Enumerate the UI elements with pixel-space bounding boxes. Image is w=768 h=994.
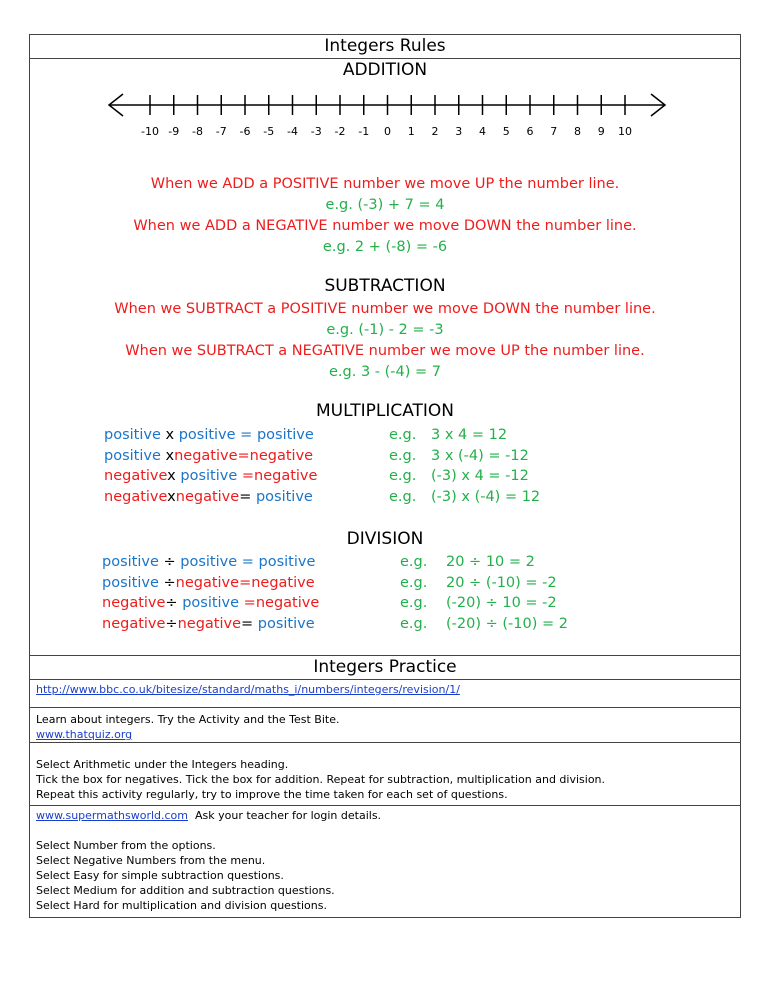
number-line-label: 3 xyxy=(455,125,463,138)
division-examples xyxy=(400,552,568,634)
multiplication-example-row: e.g. (-3) x (-4) = 12 xyxy=(389,488,541,505)
instruction-line: Repeat this activity regularly, try to improve the time taken for each set of questions. xyxy=(36,788,508,801)
addition-rule-negative: When we ADD a NEGATIVE number we move DOWN the number line. xyxy=(133,218,637,234)
instruction-line: Select Arithmetic under the Integers heading. xyxy=(36,758,289,771)
addition-heading: ADDITION xyxy=(342,60,428,80)
thatquiz-instructions xyxy=(36,757,605,802)
supermathsworld-link[interactable]: www.supermathsworld.com xyxy=(36,809,189,822)
number-line-label: -10 xyxy=(141,125,159,138)
addition-example-positive: e.g. (-3) + 7 = 4 xyxy=(325,197,445,213)
thatquiz-section xyxy=(36,727,132,742)
division-rule-row: negative÷negative= positive xyxy=(102,615,315,632)
number-line-label: -7 xyxy=(215,125,227,138)
subtraction-rule-negative: When we SUBTRACT a NEGATIVE number we move UP the number line. xyxy=(125,343,645,359)
subtraction-example-negative: e.g. 3 - (-4) = 7 xyxy=(329,364,441,380)
instruction-line: Tick the box for negatives. Tick the box for addition. Repeat for subtraction, multiplication and division. xyxy=(36,773,606,786)
number-line-label: 5 xyxy=(502,125,510,138)
number-line-label: 8 xyxy=(574,125,581,138)
addition-example-negative: e.g. 2 + (-8) = -6 xyxy=(322,239,448,255)
subtraction-example-positive: e.g. (-1) - 2 = -3 xyxy=(326,322,444,338)
multiplication-example-row: e.g. 3 x (-4) = -12 xyxy=(389,447,529,464)
divider xyxy=(30,805,740,806)
division-example-row: e.g. (-20) ÷ 10 = -2 xyxy=(400,595,557,611)
number-line-label: -8 xyxy=(192,125,203,138)
number-line-label: -9 xyxy=(168,125,180,138)
addition-rule-positive: When we ADD a POSITIVE number we move UP the number line. xyxy=(150,176,620,192)
division-rule-row: positive ÷negative=negative xyxy=(102,574,315,591)
division-heading: DIVISION xyxy=(346,529,424,549)
number-line-label: -5 xyxy=(263,125,275,138)
number-line-label: 9 xyxy=(597,125,605,138)
number-line-label: 10 xyxy=(618,125,632,138)
number-line-label: -3 xyxy=(310,125,322,138)
division-example-row: e.g. (-20) ÷ (-10) = 2 xyxy=(400,615,568,632)
bbc-link[interactable]: http://www.bbc.co.uk/bitesize/standard/maths_i/numbers/integers/revision/1/ xyxy=(36,683,460,696)
divider xyxy=(30,58,740,59)
number-line-label: 4 xyxy=(479,125,486,138)
multiplication-example-row: e.g. 3 x 4 = 12 xyxy=(389,427,508,443)
number-line-label: -2 xyxy=(334,125,346,138)
multiplication-rule-row: positive xnegative=negative xyxy=(104,447,314,464)
instruction-line: Select Easy for simple subtraction questions. xyxy=(36,869,284,882)
thatquiz-link[interactable]: www.thatquiz.org xyxy=(36,728,133,741)
number-line-label: 0 xyxy=(384,125,391,138)
multiplication-rule-row: positive x positive = positive xyxy=(104,427,314,443)
number-line-label: -1 xyxy=(358,125,370,138)
divider xyxy=(30,655,740,656)
number-line xyxy=(105,93,675,145)
divider xyxy=(30,742,740,743)
division-example-row: e.g. 20 ÷ (-10) = -2 xyxy=(400,574,557,591)
login-note: Ask your teacher for login details. xyxy=(188,809,382,822)
worksheet xyxy=(29,34,741,918)
instruction-line: Select Number from the options. xyxy=(36,839,216,852)
supermathsworld-section xyxy=(36,808,381,823)
divider xyxy=(30,707,740,708)
subtraction-heading: SUBTRACTION xyxy=(324,276,446,296)
division-example-row: e.g. 20 ÷ 10 = 2 xyxy=(400,554,535,570)
instruction-line: Select Negative Numbers from the menu. xyxy=(36,854,266,867)
number-line-label: 6 xyxy=(526,125,534,138)
multiplication-example-row: e.g. (-3) x 4 = -12 xyxy=(389,468,529,484)
instruction-line: Select Hard for multiplication and division questions. xyxy=(36,899,327,912)
bbc-description: Learn about integers. Try the Activity and the Test Bite. xyxy=(36,713,340,726)
division-rule-row: negative÷ positive =negative xyxy=(102,595,320,611)
divider xyxy=(30,679,740,680)
number-line-label: 1 xyxy=(407,125,415,138)
multiplication-rule-row: negativex positive =negative xyxy=(104,468,318,484)
division-rule-row: positive ÷ positive = positive xyxy=(102,554,316,570)
supermathsworld-instructions xyxy=(36,838,335,913)
bbc-section xyxy=(36,682,460,697)
multiplication-heading: MULTIPLICATION xyxy=(315,401,455,421)
subtraction-rule-positive: When we SUBTRACT a POSITIVE number we move DOWN the number line. xyxy=(114,301,656,317)
practice-heading: Integers Practice xyxy=(313,657,457,677)
division-rules xyxy=(102,552,319,634)
multiplication-rule-row: negativexnegative= positive xyxy=(104,488,313,505)
number-line-label: 7 xyxy=(550,125,558,138)
multiplication-examples xyxy=(389,425,540,507)
multiplication-rules xyxy=(104,425,317,507)
number-line-label: -4 xyxy=(287,125,298,138)
instruction-line: Select Medium for addition and subtraction questions. xyxy=(36,884,335,897)
page-title: Integers Rules xyxy=(324,36,446,56)
number-line-label: 2 xyxy=(431,125,439,138)
number-line-label: -6 xyxy=(239,125,251,138)
